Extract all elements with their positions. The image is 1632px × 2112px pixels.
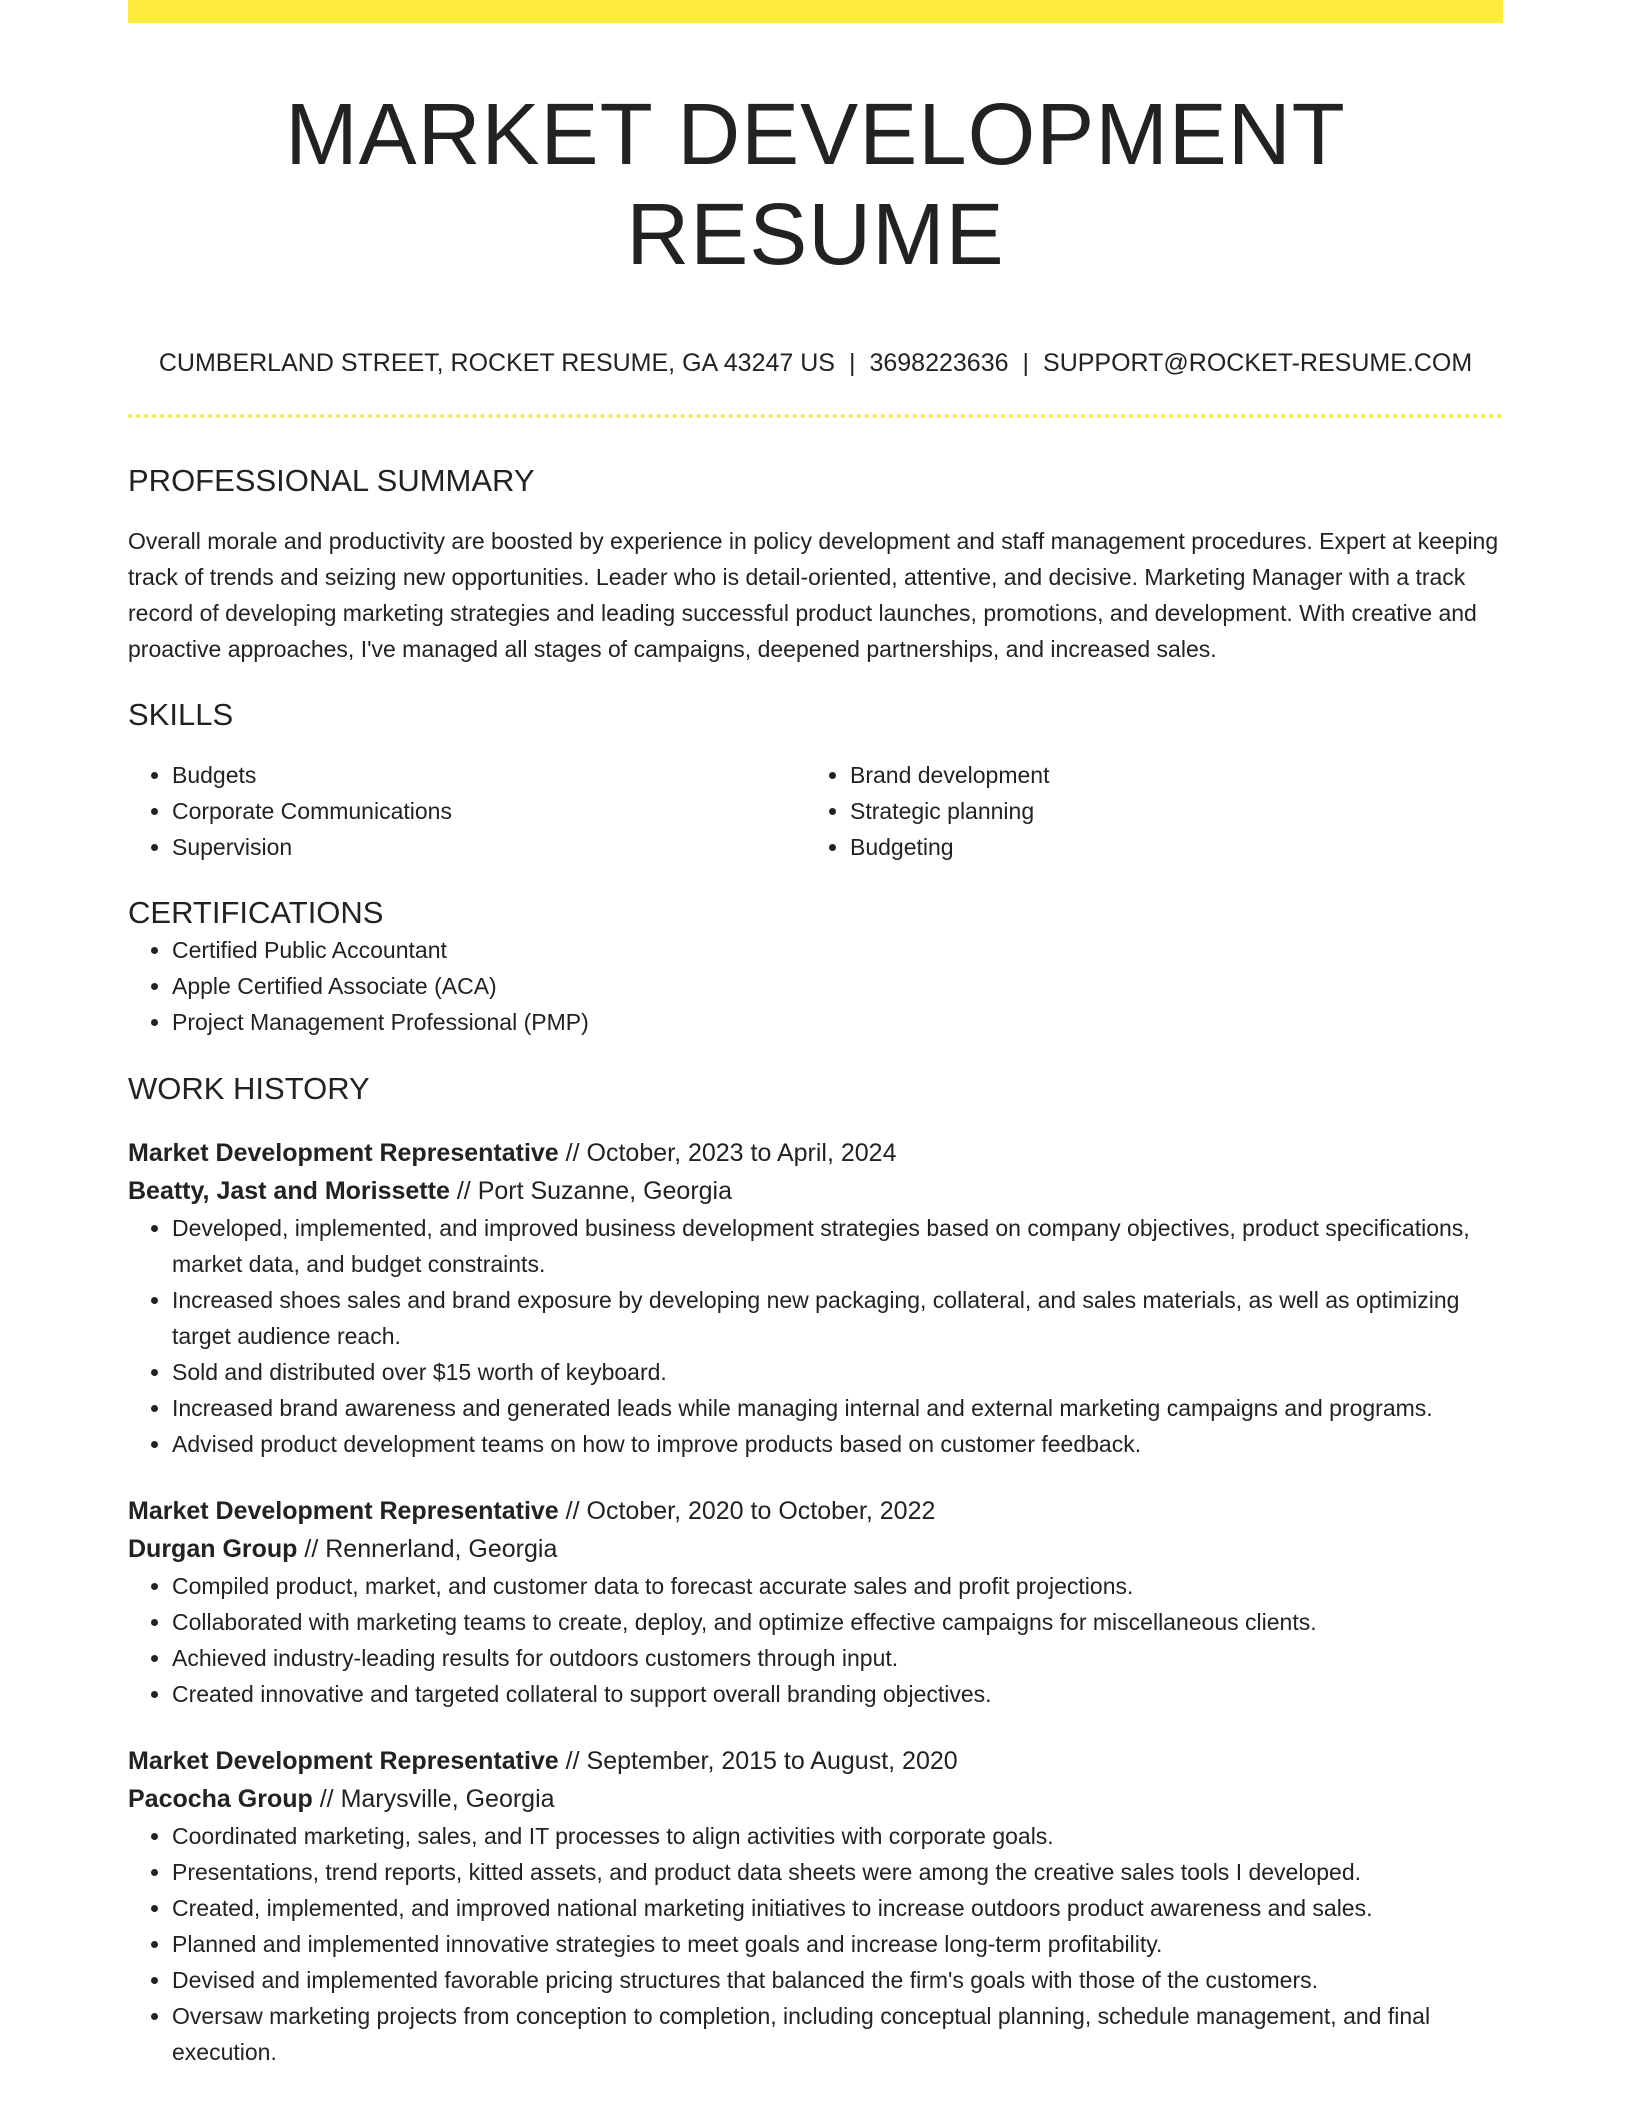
page-title: MARKET DEVELOPMENT RESUME: [285, 86, 1346, 283]
job-bullet: • Developed, implemented, and improved business development strategies based on company objectives, product specifications, market data, and budget constraints.: [172, 1210, 1503, 1282]
job-bullet: • Planned and implemented innovative strategies to meet goals and increase long-term profitability.: [172, 1926, 1503, 1962]
job-bullets: [128, 1210, 1503, 1462]
summary-section: [128, 462, 1503, 667]
certifications-section: [128, 894, 1503, 1040]
job-bullet: • Increased shoes sales and brand exposure by developing new packaging, collateral, and sales materials, as well as optimizing target audience reach.: [172, 1282, 1503, 1354]
job-bullet: • Collaborated with marketing teams to create, deploy, and optimize effective campaigns for miscellaneous clients.: [172, 1604, 1503, 1640]
contact-line: [128, 348, 1503, 378]
summary-heading: PROFESSIONAL SUMMARY: [128, 463, 535, 498]
certifications-heading: CERTIFICATIONS: [128, 895, 384, 930]
job-divider: //: [565, 1747, 580, 1775]
job-title-line: [128, 1742, 1503, 1780]
job-company-line: [128, 1530, 1503, 1568]
job-bullet: • Achieved industry-leading results for outdoors customers through input.: [172, 1640, 1503, 1676]
job-entry: [128, 1134, 1503, 1462]
job-bullet: • Coordinated marketing, sales, and IT processes to align activities with corporate goals.: [172, 1818, 1503, 1854]
skill-item: • Supervision: [172, 829, 806, 865]
skill-item: • Strategic planning: [850, 793, 1484, 829]
resume-content: [128, 0, 1503, 2070]
job-title: Market Development Representative: [128, 1747, 559, 1775]
skills-grid: [128, 757, 1503, 865]
job-company: Durgan Group: [128, 1535, 298, 1563]
contact-separator: |: [848, 349, 856, 377]
job-entry: [128, 1742, 1503, 2070]
job-bullets: [128, 1568, 1503, 1712]
job-bullet: • Increased brand awareness and generated leads while managing internal and external marketing campaigns and programs.: [172, 1390, 1503, 1426]
skills-list-right: [806, 757, 1484, 865]
certification-item: • Project Management Professional (PMP): [172, 1004, 1503, 1040]
job-dates: October, 2020 to October, 2022: [586, 1497, 936, 1525]
skills-section: [128, 696, 1503, 865]
job-divider: //: [304, 1535, 319, 1563]
contact-phone: 3698223636: [869, 349, 1009, 377]
certifications-list: [128, 932, 1503, 1040]
job-bullet: • Devised and implemented favorable pricing structures that balanced the firm's goals with those of the customers.: [172, 1962, 1503, 1998]
job-title: Market Development Representative: [128, 1497, 559, 1525]
job-divider: //: [565, 1497, 580, 1525]
job-divider: //: [456, 1177, 471, 1205]
contact-email: SUPPORT@ROCKET-RESUME.COM: [1043, 349, 1473, 377]
skills-list-left: [128, 757, 806, 865]
job-dates: September, 2015 to August, 2020: [586, 1747, 958, 1775]
job-location: Marysville, Georgia: [340, 1785, 555, 1813]
job-title-line: [128, 1134, 1503, 1172]
skills-heading: SKILLS: [128, 697, 234, 732]
job-bullet: • Oversaw marketing projects from conception to completion, including conceptual planning, schedule management, and final execution.: [172, 1998, 1503, 2070]
dotted-divider: [128, 414, 1503, 418]
job-divider: //: [319, 1785, 334, 1813]
work-history-section: [128, 1070, 1503, 2070]
job-bullet: • Advised product development teams on how to improve products based on customer feedback.: [172, 1426, 1503, 1462]
job-bullet: • Sold and distributed over $15 worth of keyboard.: [172, 1354, 1503, 1390]
job-company-line: [128, 1780, 1503, 1818]
job-company: Pacocha Group: [128, 1785, 313, 1813]
skills-column-left: [128, 757, 806, 865]
skill-item: • Budgets: [172, 757, 806, 793]
contact-separator: |: [1022, 349, 1030, 377]
skill-item: • Brand development: [850, 757, 1484, 793]
accent-top-bar: [128, 0, 1503, 23]
skill-item: • Budgeting: [850, 829, 1484, 865]
job-company-line: [128, 1172, 1503, 1210]
job-location: Rennerland, Georgia: [325, 1535, 558, 1563]
certification-item: • Apple Certified Associate (ACA): [172, 968, 1503, 1004]
job-bullet: • Created innovative and targeted collateral to support overall branding objectives.: [172, 1676, 1503, 1712]
job-bullets: [128, 1818, 1503, 2070]
job-entry: [128, 1492, 1503, 1712]
contact-address: CUMBERLAND STREET, ROCKET RESUME, GA 43247 US: [158, 349, 835, 377]
job-company: Beatty, Jast and Morissette: [128, 1177, 450, 1205]
job-title-line: [128, 1492, 1503, 1530]
job-location: Port Suzanne, Georgia: [477, 1177, 733, 1205]
certification-item: • Certified Public Accountant: [172, 932, 1503, 968]
skill-item: • Corporate Communications: [172, 793, 806, 829]
summary-text: Overall morale and productivity are boosted by experience in policy development and staff management procedures. Expert at keeping track of trends and seizing new opportunities. Leader who is detail-oriented, attentive, and decisive. Marketing Manager with a track record of developing marketing strategies and leading successful product launches, promotions, and development. With creative and proactive approaches, I've managed all stages of campaigns, deepened partnerships, and increased sales.: [128, 528, 1499, 662]
job-title: Market Development Representative: [128, 1139, 559, 1167]
job-dates: October, 2023 to April, 2024: [586, 1139, 897, 1167]
job-divider: //: [565, 1139, 580, 1167]
work-history-heading: WORK HISTORY: [128, 1071, 370, 1106]
skills-column-right: [806, 757, 1484, 865]
job-bullet: • Compiled product, market, and customer data to forecast accurate sales and profit projections.: [172, 1568, 1503, 1604]
job-bullet: • Presentations, trend reports, kitted assets, and product data sheets were among the creative sales tools I developed.: [172, 1854, 1503, 1890]
job-bullet: • Created, implemented, and improved national marketing initiatives to increase outdoors product awareness and sales.: [172, 1890, 1503, 1926]
